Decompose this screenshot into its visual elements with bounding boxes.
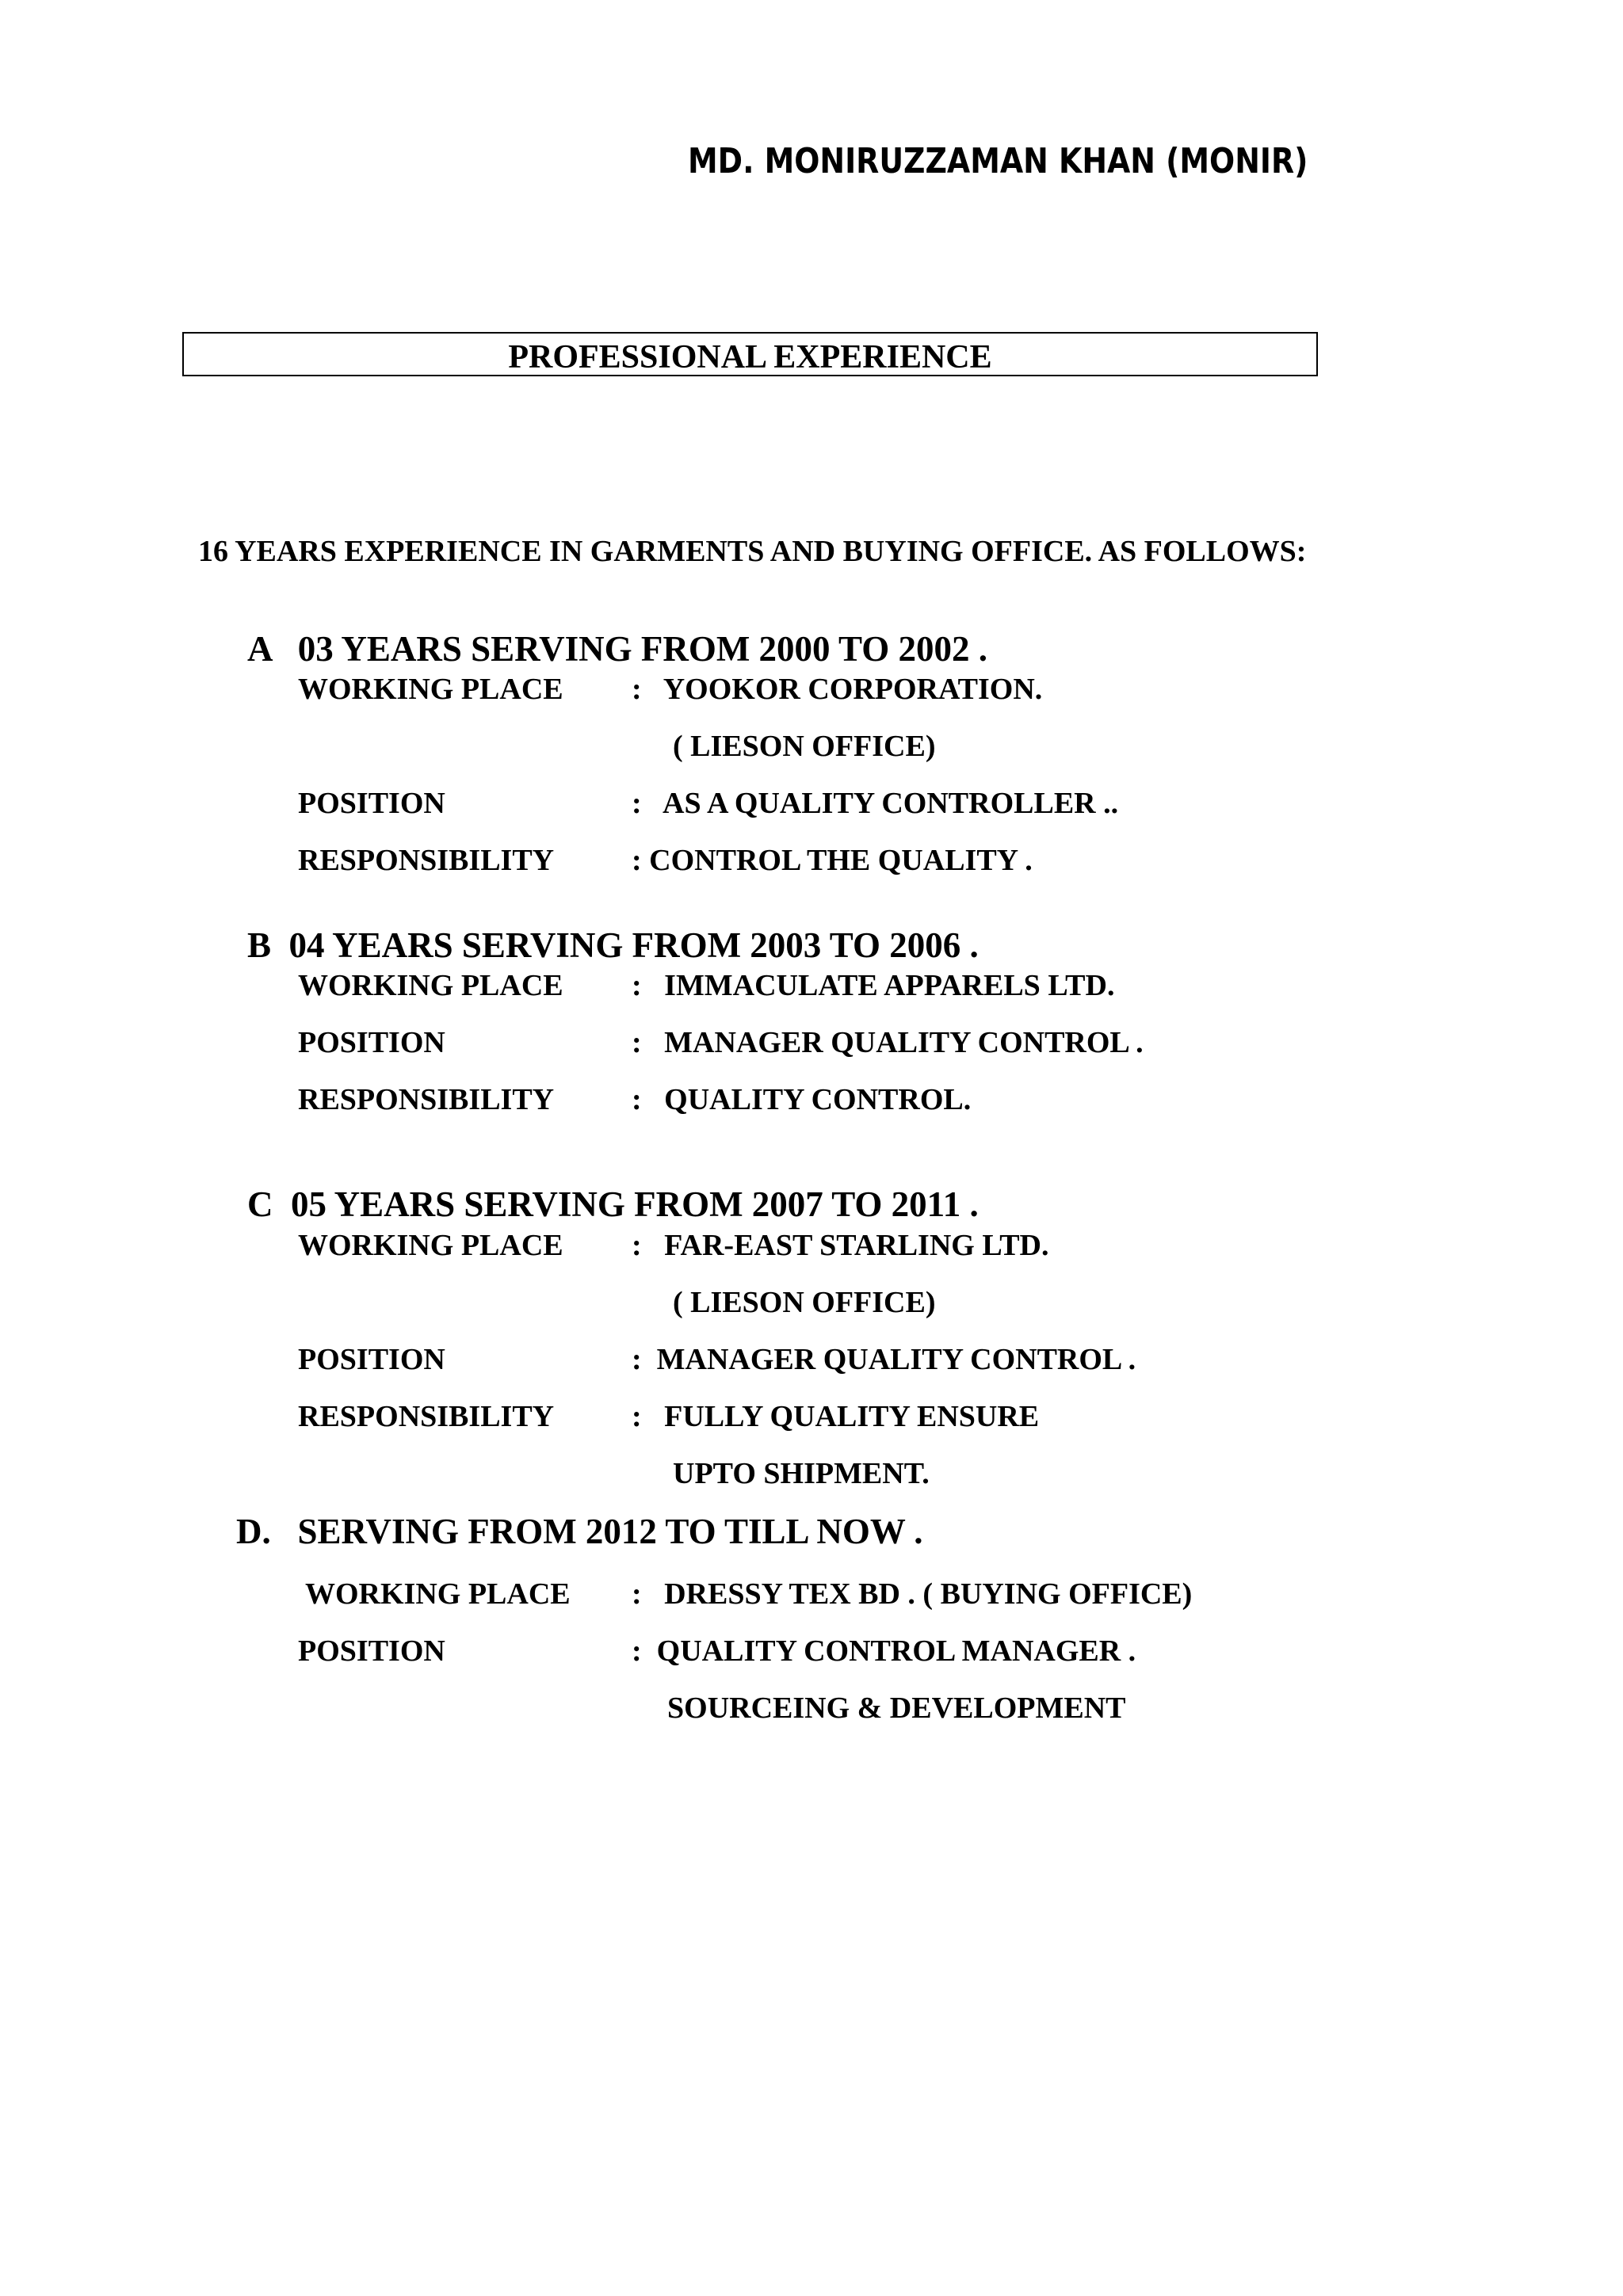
responsibility-value: : CONTROL THE QUALITY . (632, 844, 1033, 877)
working-place-extra: ( LIESON OFFICE) (673, 1286, 936, 1319)
working-place-value: : DRESSY TEX BD . ( BUYING OFFICE) (632, 1577, 1193, 1611)
working-place-value: : YOOKOR CORPORATION. (632, 673, 1043, 706)
working-place-value: : IMMACULATE APPARELS LTD. (632, 969, 1115, 1002)
working-place-label: WORKING PLACE (298, 1229, 563, 1262)
position-label: POSITION (298, 1634, 445, 1668)
responsibility-value: : FULLY QUALITY ENSURE (632, 1400, 1040, 1433)
responsibility-extra: UPTO SHIPMENT. (673, 1457, 930, 1490)
resume-name: MD. MONIRUZZAMAN KHAN (MONIR) (688, 141, 1308, 181)
position-extra: SOURCEING & DEVELOPMENT (667, 1691, 1126, 1725)
position-value: : QUALITY CONTROL MANAGER . (632, 1634, 1136, 1668)
responsibility-label: RESPONSIBILITY (298, 1083, 555, 1116)
position-label: POSITION (298, 1343, 445, 1376)
position-value: : MANAGER QUALITY CONTROL . (632, 1343, 1136, 1376)
entry-heading: C 05 YEARS SERVING FROM 2007 TO 2011 . (247, 1184, 979, 1224)
section-title: PROFESSIONAL EXPERIENCE (508, 339, 992, 376)
responsibility-label: RESPONSIBILITY (298, 844, 555, 877)
position-label: POSITION (298, 787, 445, 820)
responsibility-value: : QUALITY CONTROL. (632, 1083, 972, 1116)
entry-heading: D. SERVING FROM 2012 TO TILL NOW . (236, 1512, 923, 1551)
working-place-label: WORKING PLACE (298, 969, 563, 1002)
working-place-label: WORKING PLACE (305, 1577, 571, 1611)
section-title-box (182, 332, 1318, 376)
position-value: : MANAGER QUALITY CONTROL . (632, 1026, 1144, 1059)
experience-intro: 16 YEARS EXPERIENCE IN GARMENTS AND BUYING OFFICE. AS FOLLOWS: (198, 535, 1307, 568)
entry-heading: A 03 YEARS SERVING FROM 2000 TO 2002 . (247, 629, 987, 669)
working-place-extra: ( LIESON OFFICE) (673, 730, 936, 763)
working-place-value: : FAR-EAST STARLING LTD. (632, 1229, 1049, 1262)
position-label: POSITION (298, 1026, 445, 1059)
responsibility-label: RESPONSIBILITY (298, 1400, 555, 1433)
position-value: : AS A QUALITY CONTROLLER .. (632, 787, 1119, 820)
entry-heading: B 04 YEARS SERVING FROM 2003 TO 2006 . (247, 925, 979, 965)
working-place-label: WORKING PLACE (298, 673, 563, 706)
